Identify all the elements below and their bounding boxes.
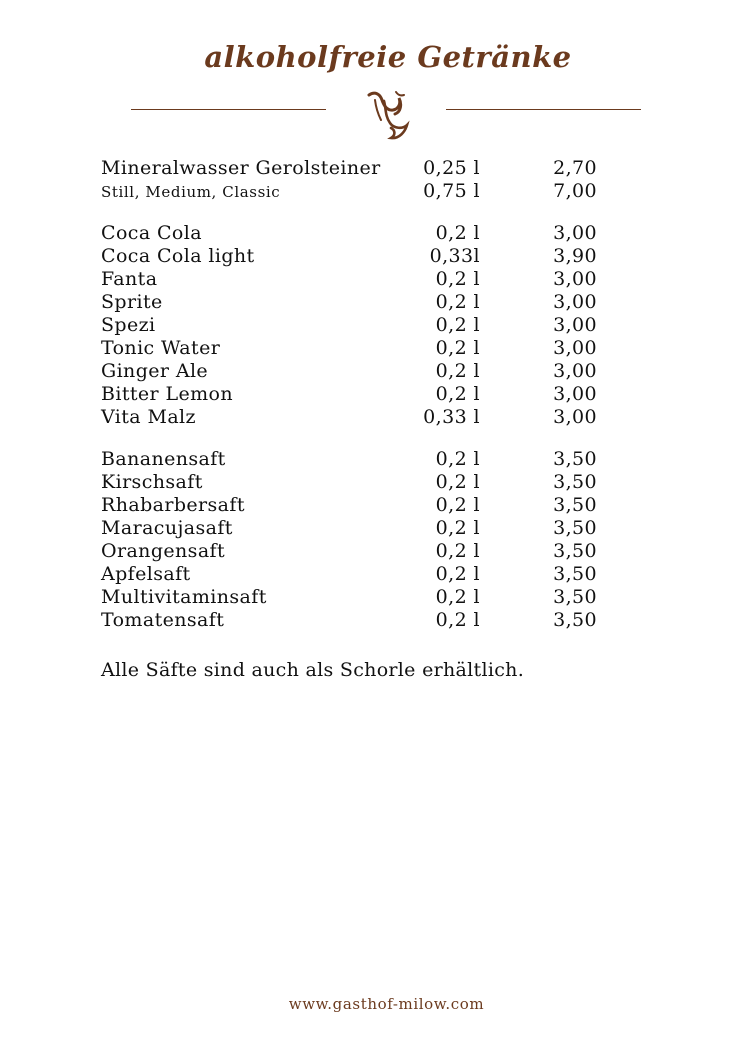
- item-name: Bananensaft: [101, 448, 226, 470]
- item-volume: 0,25 l: [423, 157, 480, 179]
- item-volume: 0,2 l: [435, 586, 480, 608]
- item-name: Coca Cola light: [101, 245, 255, 267]
- list-item: [101, 157, 661, 180]
- item-volume: 0,2 l: [435, 360, 480, 382]
- item-name: Mineralwasser Gerolsteiner: [101, 157, 381, 179]
- item-volume: 0,2 l: [435, 314, 480, 336]
- item-volume: 0,2 l: [435, 540, 480, 562]
- item-name: Apfelsaft: [101, 563, 191, 585]
- list-item: [101, 448, 661, 471]
- item-name: Orangensaft: [101, 540, 226, 562]
- item-name: Fanta: [101, 268, 158, 290]
- item-name: Rhabarbersaft: [101, 494, 245, 516]
- list-item: [101, 609, 661, 632]
- title-divider-left: [131, 109, 326, 110]
- list-item: [101, 314, 661, 337]
- item-name: Bitter Lemon: [101, 383, 234, 405]
- item-volume: 0,2 l: [435, 222, 480, 244]
- item-volume: 0,2 l: [435, 337, 480, 359]
- list-item: [101, 586, 661, 609]
- list-item: [101, 291, 661, 314]
- item-variants: Still, Medium, Classic: [101, 183, 281, 201]
- list-item: [101, 517, 661, 540]
- item-price: 3,50: [553, 540, 597, 562]
- item-price: 3,50: [553, 448, 597, 470]
- item-price: 3,00: [553, 360, 597, 382]
- item-volume: 0,33 l: [423, 406, 480, 428]
- item-name: Maracujasaft: [101, 517, 233, 539]
- item-price: 3,50: [553, 471, 597, 493]
- juice-spritzer-note: Alle Säfte sind auch als Schorle erhältlich.: [101, 659, 525, 681]
- item-name: Spezi: [101, 314, 156, 336]
- item-price: 3,00: [553, 291, 597, 313]
- item-price: 3,00: [553, 222, 597, 244]
- item-volume: 0,2 l: [435, 563, 480, 585]
- item-volume: 0,33l: [429, 245, 480, 267]
- list-item: [101, 540, 661, 563]
- item-price: 2,70: [553, 157, 597, 179]
- item-price: 3,00: [553, 314, 597, 336]
- item-volume: 0,2 l: [435, 383, 480, 405]
- list-item: [101, 471, 661, 494]
- item-price: 3,00: [553, 337, 597, 359]
- item-name: Ginger Ale: [101, 360, 209, 382]
- list-item: [101, 494, 661, 517]
- item-volume: 0,2 l: [435, 291, 480, 313]
- group-spacer: [101, 429, 661, 448]
- item-name: Coca Cola: [101, 222, 202, 244]
- item-price: 3,00: [553, 383, 597, 405]
- group-spacer: [101, 203, 661, 222]
- item-volume: 0,2 l: [435, 448, 480, 470]
- item-price: 3,50: [553, 563, 597, 585]
- item-volume: 0,75 l: [423, 180, 480, 202]
- website-footer[interactable]: www.gasthof-milow.com: [288, 995, 485, 1013]
- item-price: 3,50: [553, 609, 597, 631]
- page-title: alkoholfreie Getränke: [204, 40, 572, 74]
- item-price: 3,90: [553, 245, 597, 267]
- list-item: [101, 360, 661, 383]
- item-name: Kirschsaft: [101, 471, 203, 493]
- title-divider-right: [446, 109, 641, 110]
- swirl-ornament-icon: [362, 86, 414, 142]
- list-item: [101, 268, 661, 291]
- item-name: Sprite: [101, 291, 163, 313]
- list-item: [101, 222, 661, 245]
- item-volume: 0,2 l: [435, 517, 480, 539]
- list-item: [101, 337, 661, 360]
- item-price: 3,00: [553, 406, 597, 428]
- item-name: Tonic Water: [101, 337, 221, 359]
- item-name: Multivitaminsaft: [101, 586, 267, 608]
- list-item: [101, 406, 661, 429]
- item-price: 7,00: [553, 180, 597, 202]
- list-item: [101, 383, 661, 406]
- item-price: 3,50: [553, 494, 597, 516]
- item-name: Tomatensaft: [101, 609, 225, 631]
- list-item: [101, 180, 661, 203]
- item-name: Vita Malz: [101, 406, 196, 428]
- item-price: 3,50: [553, 517, 597, 539]
- item-volume: 0,2 l: [435, 609, 480, 631]
- item-volume: 0,2 l: [435, 494, 480, 516]
- item-price: 3,50: [553, 586, 597, 608]
- item-price: 3,00: [553, 268, 597, 290]
- item-volume: 0,2 l: [435, 471, 480, 493]
- item-volume: 0,2 l: [435, 268, 480, 290]
- drinks-price-list: [101, 157, 661, 632]
- list-item: [101, 563, 661, 586]
- list-item: [101, 245, 661, 268]
